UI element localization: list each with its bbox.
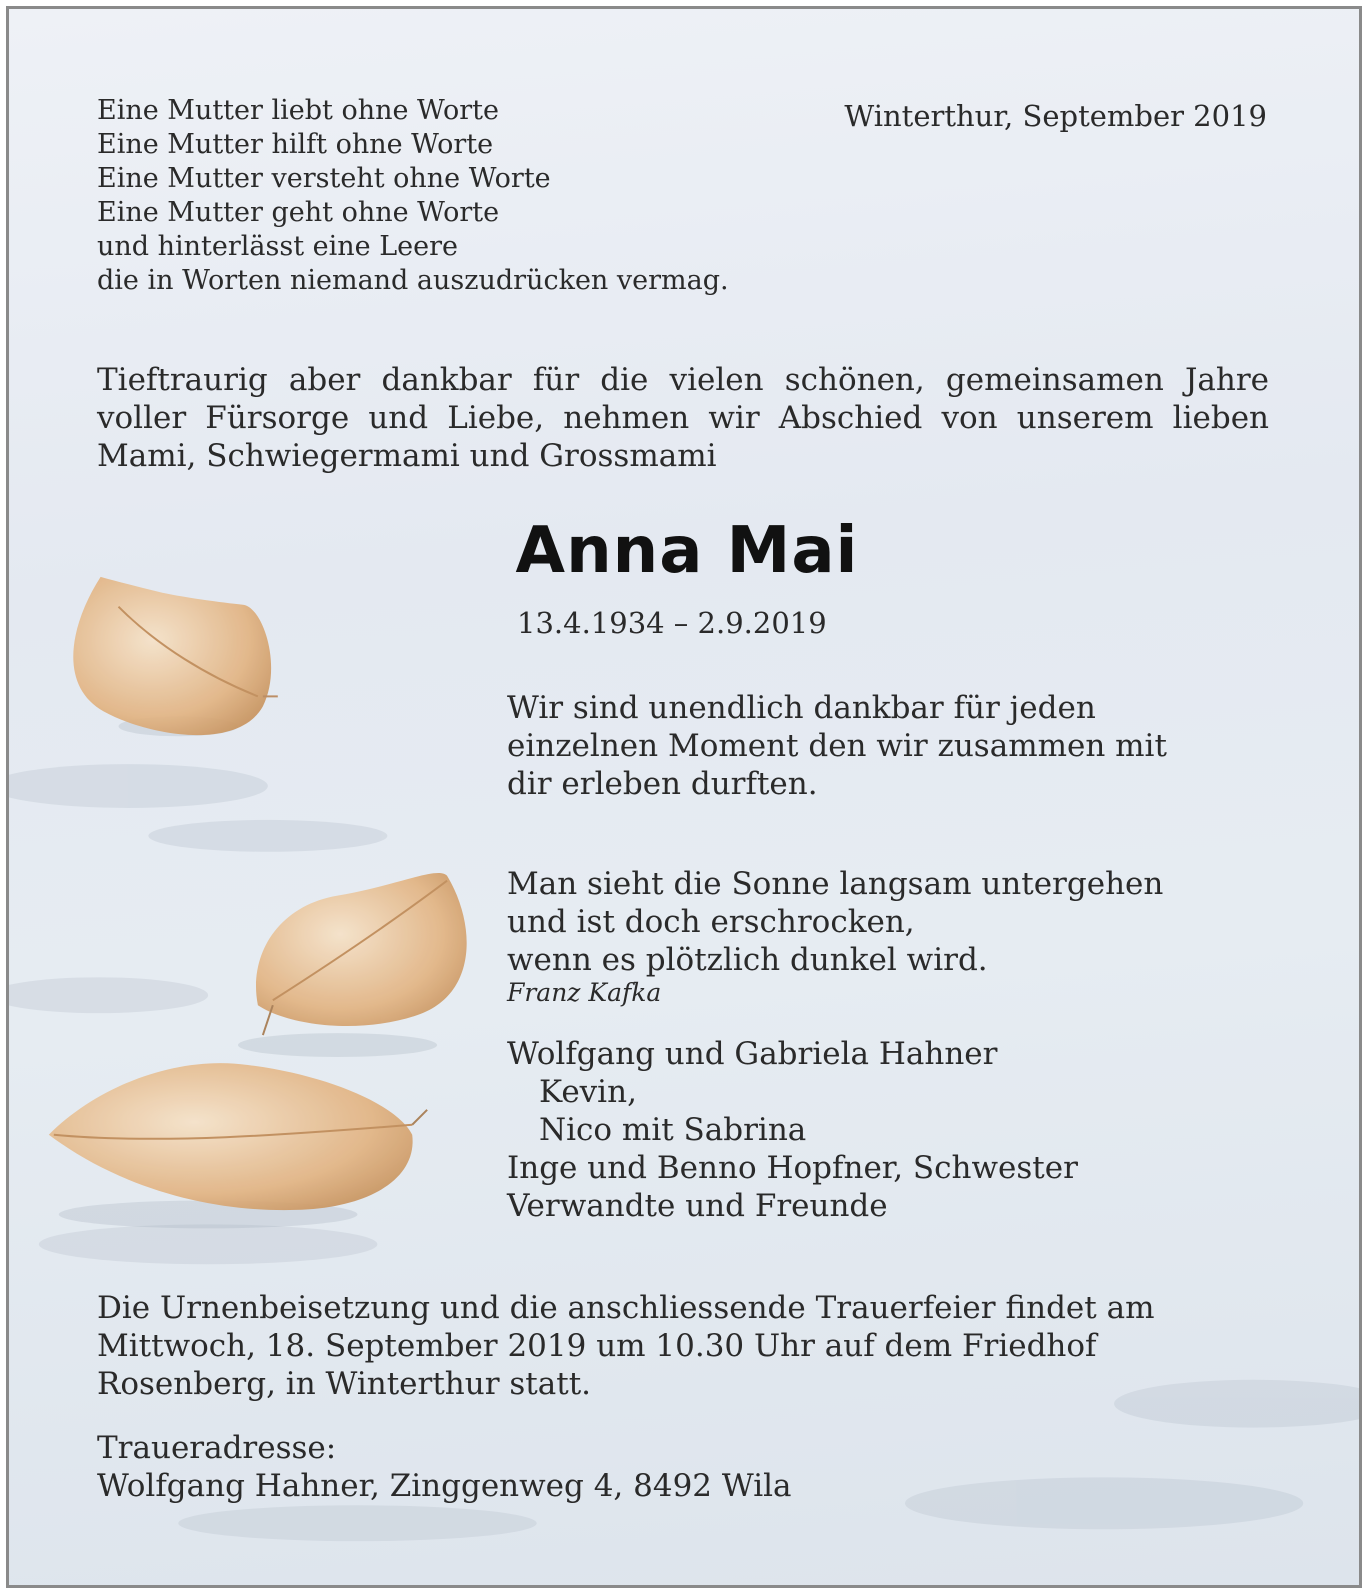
thanks-line: Wir sind unendlich dankbar für jeden bbox=[507, 690, 1096, 726]
leaf-icon bbox=[73, 577, 278, 735]
quote-author: Franz Kafka bbox=[507, 978, 662, 1007]
intro-text: Tieftraurig aber dankbar für die vielen schönen, gemeinsamen Jahre voller Fürsorge und Liebe, nehmen wir Abschied von unserem lieben Mami, Schwiegermami und Grossmami bbox=[97, 362, 1269, 474]
obituary-card bbox=[6, 6, 1362, 1588]
poem-line: die in Worten niemand auszudrücken vermag. bbox=[97, 265, 729, 296]
mourning-address bbox=[97, 1429, 792, 1505]
poem-line: Eine Mutter liebt ohne Worte bbox=[97, 95, 499, 126]
thanks-text bbox=[507, 689, 1167, 803]
address-value: Wolfgang Hahner, Zinggenweg 4, 8492 Wila bbox=[97, 1468, 792, 1504]
thanks-line: dir erleben durften. bbox=[507, 766, 818, 802]
thanks-line: einzelnen Moment den wir zusammen mit bbox=[507, 728, 1167, 764]
leaf-icon bbox=[256, 873, 467, 1035]
poem-line: Eine Mutter geht ohne Worte bbox=[97, 197, 500, 228]
mourner: Verwandte und Freunde bbox=[507, 1188, 888, 1224]
poem-line: Eine Mutter versteht ohne Worte bbox=[97, 163, 551, 194]
mourners-list bbox=[507, 1035, 1078, 1225]
life-dates: 13.4.1934 – 2.9.2019 bbox=[517, 606, 827, 640]
ceremony-info: Die Urnenbeisetzung und die anschliessende Trauerfeier findet am Mittwoch, 18. September 2019 um 10.30 Uhr auf dem Friedhof Rosenberg, in Winterthur statt. bbox=[97, 1290, 1155, 1402]
poem-line: Eine Mutter hilft ohne Worte bbox=[97, 129, 494, 160]
mourner: Nico mit Sabrina bbox=[539, 1112, 807, 1148]
mourner: Kevin, bbox=[539, 1074, 637, 1110]
address-label: Traueradresse: bbox=[97, 1430, 337, 1466]
quote-line: Man sieht die Sonne langsam untergehen bbox=[507, 866, 1164, 902]
quote-line: wenn es plötzlich dunkel wird. bbox=[507, 942, 988, 978]
mourner: Inge und Benno Hopfner, Schwester bbox=[507, 1150, 1078, 1186]
mourner: Wolfgang und Gabriela Hahner bbox=[507, 1036, 998, 1072]
poem bbox=[97, 97, 729, 301]
poem-line: und hinterlässt eine Leere bbox=[97, 231, 459, 262]
place-date: Winterthur, September 2019 bbox=[844, 99, 1267, 133]
leaf-icon bbox=[49, 1063, 427, 1210]
deceased-name: Anna Mai bbox=[515, 514, 859, 588]
quote bbox=[507, 865, 1163, 979]
quote-line: und ist doch erschrocken, bbox=[507, 904, 915, 940]
